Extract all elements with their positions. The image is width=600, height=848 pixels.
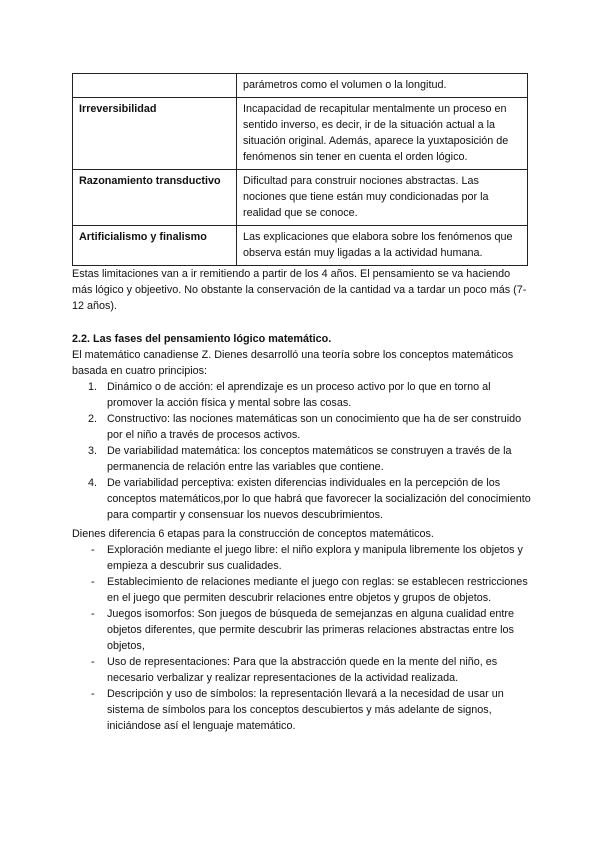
description-cell: Dificultad para construir nociones abstractas. Las nociones que tiene están muy condicionadas por la realidad que se conoce.	[237, 170, 528, 226]
list-item	[72, 443, 532, 475]
description-cell: Incapacidad de recapitular mentalmente un proceso en sentido inverso, es decir, ir de la situación actual a la situación original. Además, aparece la yuxtaposición de fenómenos sin tener en cuenta el orden lógico.	[237, 98, 528, 170]
list-item	[72, 654, 532, 686]
table-row	[73, 98, 528, 170]
list-text: Exploración mediante el juego libre: el niño explora y manipula libremente los objetos y empieza a descubrir sus cualidades.	[107, 544, 523, 572]
list-text: Uso de representaciones: Para que la abstracción quede en la mente del niño, es necesario verbalizar y realizar representaciones de la actividad realizada.	[107, 656, 498, 684]
list-text: Establecimiento de relaciones mediante el juego con reglas: se establecen restricciones en el juego que permiten descubrir relaciones entre objetos y grupos de objetos.	[107, 576, 528, 604]
term-cell: Irreversibilidad	[73, 98, 237, 170]
list-item	[72, 606, 532, 654]
section	[72, 331, 532, 523]
list-number: 3.	[88, 445, 98, 457]
list-item	[72, 686, 532, 734]
limitations-table	[72, 73, 528, 266]
table-row	[73, 170, 528, 226]
list-item	[72, 542, 532, 574]
principles-list	[72, 379, 532, 523]
list-text: Dinámico o de acción: el aprendizaje es un proceso activo por lo que en torno al promover la acción física y mental sobre las cosas.	[107, 381, 491, 409]
list-item	[72, 411, 532, 443]
bullet-dash: -	[91, 688, 95, 700]
list-text: Juegos isomorfos: Son juegos de búsqueda de semejanzas en alguna cualidad entre objetos diferentes, que permite descubrir las primeras relaciones abstractas entre los objetos,	[107, 608, 514, 652]
stages-section	[72, 526, 532, 734]
bullet-dash: -	[91, 576, 95, 588]
section-heading: 2.2. Las fases del pensamiento lógico matemático.	[72, 333, 332, 345]
description-cell: Las explicaciones que elabora sobre los fenómenos que observa están muy ligadas a la actividad humana.	[237, 226, 528, 266]
stages-intro: Dienes diferencia 6 etapas para la construcción de conceptos matemáticos.	[72, 528, 434, 540]
list-item	[72, 574, 532, 606]
intro-paragraph: El matemático canadiense Z. Dienes desarrolló una teoría sobre los conceptos matemáticos basada en cuatro principios:	[72, 349, 514, 377]
list-text: De variabilidad perceptiva: existen diferencias individuales en la percepción de los conceptos matemáticos,por lo que habrá que favorecer la socialización del conocimiento para compartir y consensuar los nuevos descubrimientos.	[107, 477, 531, 521]
paragraph: Estas limitaciones van a ir remitiendo a partir de los 4 años. El pensamiento se va haciendo más lógico y objeetivo. No obstante la conservación de la cantidad va a tardar un poco más (7-12 años).	[72, 268, 527, 312]
bullet-dash: -	[91, 544, 95, 556]
term-cell: Razonamiento transductivo	[73, 170, 237, 226]
list-item	[72, 475, 532, 523]
description-cell: parámetros como el volumen o la longitud.	[237, 74, 528, 98]
list-number: 2.	[88, 413, 98, 425]
list-text: Constructivo: las nociones matemáticas son un conocimiento que ha de ser construido por el niño a través de procesos activos.	[107, 413, 522, 441]
table-row	[73, 74, 528, 98]
stages-list	[72, 542, 532, 734]
list-text: Descripción y uso de símbolos: la representación llevará a la necesidad de usar un sistema de símbolos para los conceptos descubiertos y más adelante de signos, iniciándose así el lenguaje matemático.	[107, 688, 504, 732]
term-cell: Artificialismo y finalismo	[73, 226, 237, 266]
bullet-dash: -	[91, 608, 95, 620]
list-number: 1.	[88, 381, 98, 393]
list-number: 4.	[88, 477, 98, 489]
table-row	[73, 226, 528, 266]
list-text: De variabilidad matemática: los conceptos matemáticos se construyen a través de la permanencia de relación entre las variables que contiene.	[107, 445, 512, 473]
bullet-dash: -	[91, 656, 95, 668]
term-cell	[73, 74, 237, 98]
list-item	[72, 379, 532, 411]
